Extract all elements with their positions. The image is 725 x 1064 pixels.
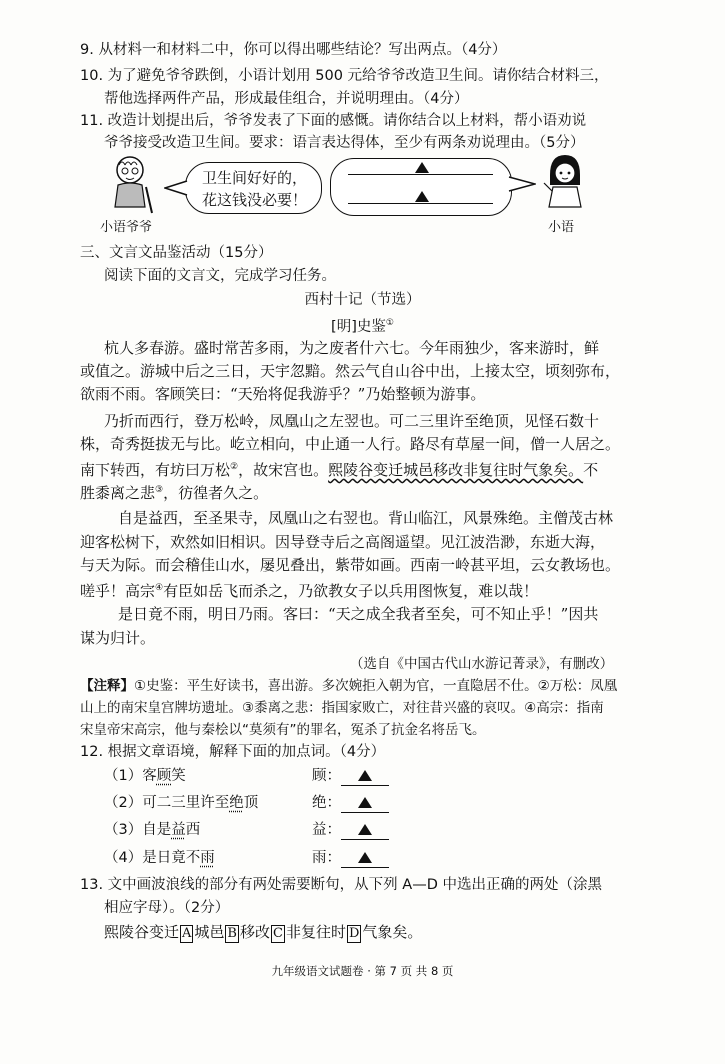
grandpa-label: 小语爷爷 (100, 220, 153, 235)
q12-item-3: （3）自是益西 (104, 822, 201, 838)
p3-line2: 迎客松树下，欢然如旧相识。因导登寺后之高阁遥望。见江波浩渺，东逝大海， (80, 533, 606, 551)
p1-line1: 杭人多春游。盛时常苦多雨，为之废者什六七。今年雨独少，客来游时，鲜 (104, 339, 600, 357)
question-10-line2: 帮他选择两件产品，形成最佳组合，并说明理由。（4分） (104, 91, 469, 107)
question-13-line1: 13. 文中画波浪线的部分有两处需要断句，从下列 A—D 中选出正确的两处（涂黑 (80, 877, 602, 893)
question-13-line2: 相应字母）。（2分） (104, 900, 230, 916)
p2-line4: 胜黍离之悲③，彷徨者久之。 (80, 484, 269, 502)
notes-line1: 【注释】①史鉴：平生好读书，喜出游。多次婉拒入朝为官，一直隐居不仕。②万松：凤凰 (80, 678, 618, 694)
speech-tail-right (508, 176, 536, 192)
passage-title: 西村十记（节选） (304, 292, 421, 308)
question-9: 9. 从材料一和材料二中，你可以得出哪些结论？写出两点。（4分） (80, 42, 507, 58)
option-b-box[interactable]: B (227, 926, 237, 941)
answer-triangle-1 (415, 162, 429, 173)
q12-answer-1: 顾： (312, 766, 389, 786)
wavy-underlined-sentence: 熙陵谷变迁城邑移改非复往时气象矣。 (328, 461, 584, 479)
q12-answer-2: 绝： (312, 793, 389, 813)
p4-line1: 是日竟不雨，明日乃雨。客曰：“天之成全我者至矣，可不知止乎！”因共 (118, 605, 599, 623)
answer-line-2 (348, 203, 493, 204)
q13-sentence: 熙陵谷变迁 A 城邑 B 移改 C 非复往时 D 气象矣。 (104, 923, 423, 941)
reading-instruction: 阅读下面的文言文，完成学习任务。 (104, 268, 336, 284)
q12-item-4: （4）是日竟不雨 (104, 850, 215, 866)
source-citation: （选自《中国古代山水游记菁录》，有删改） (350, 656, 614, 672)
p3-line1: 自是益西，至圣果寺，凤凰山之右翌也。背山临江，风景殊绝。主僧茂古林 (118, 509, 614, 527)
grandpa-illustration (108, 155, 158, 215)
grandpa-speech-line2: 花这钱没必要！ (202, 191, 308, 209)
xiaoyu-illustration (540, 153, 590, 213)
option-c-box[interactable]: C (273, 926, 283, 941)
answer-triangle-2 (415, 191, 429, 202)
answer-line-1 (348, 174, 493, 175)
option-a-box[interactable]: A (182, 926, 192, 941)
p2-line3: 南下转西，有坊曰万松②，故宋宫也。熙陵谷变迁城邑移改非复往时气象矣。不 (80, 461, 599, 479)
xiaoyu-label: 小语 (548, 220, 575, 235)
q12-item-1: （1）客顾笑 (104, 768, 186, 784)
question-11-line1: 11. 改造计划提出后，爷爷发表了下面的感慨。请你结合以上材料，帮小语劝说 (80, 113, 587, 129)
q12-item-2: （2）可二三里许至绝顶 (104, 795, 259, 811)
grandpa-speech-line1: 卫生间好好的， (202, 169, 308, 187)
section-3-heading: 三、文言文品鉴活动（15分） (80, 245, 273, 261)
p1-line3: 欲雨不雨。客顾笑曰：“天殆将促我游乎？”乃始整顿为游事。 (80, 385, 486, 403)
p3-line4: 嗟乎！高宗④有臣如岳飞而杀之，乃欲教女子以兵用图恢复，难以哉！ (80, 582, 539, 600)
option-d-box[interactable]: D (348, 926, 360, 941)
speech-tail-left (164, 180, 188, 196)
q12-answer-4: 雨： (312, 848, 389, 868)
question-12: 12. 根据文章语境，解释下面的加点词。（4分） (80, 744, 386, 760)
notes-line3: 宋皇帝宋高宗，他与秦桧以“莫须有”的罪名，冤杀了抗金名将岳飞。 (80, 722, 486, 738)
p2-line1: 乃折而西行，登万松岭，凤凰山之左翌也。可二三里许至绝顶，见怪石数十 (104, 412, 600, 430)
q12-answer-3: 益： (312, 820, 389, 840)
p4-line2: 谋为归计。 (80, 629, 156, 647)
notes-line2: 山上的南宋皇宫牌坊遗址。③黍离之悲：指国家败亡，对往昔兴盛的哀叹。④高宗：指南 (80, 700, 604, 716)
p1-line2: 或值之。游城中后之三日，天宇忽黯。然云气自山谷中出，上接太空，顷刻弥布， (80, 362, 621, 380)
question-10-line1: 10. 为了避免爷爷跌倒，小语计划用 500 元给爷爷改造卫生间。请你结合材料三， (80, 68, 609, 84)
p3-line3: 与天为际。而会稽佳山水，屡见叠出，紫带如画。西南一岭甚平坦，云女教场也。 (80, 556, 621, 574)
page-footer: 九年级语文试题卷 · 第 7 页 共 8 页 (271, 964, 454, 978)
question-11-line2: 爷爷接受改造卫生间。要求：语言表达得体，至少有两条劝说理由。（5分） (104, 135, 585, 151)
passage-author: [明]史鉴① (331, 318, 394, 335)
p2-line2: 株，奇秀挺拔无与比。屹立相向，中止通一人行。路尽有草屋一间，僧一人居之。 (80, 435, 621, 453)
